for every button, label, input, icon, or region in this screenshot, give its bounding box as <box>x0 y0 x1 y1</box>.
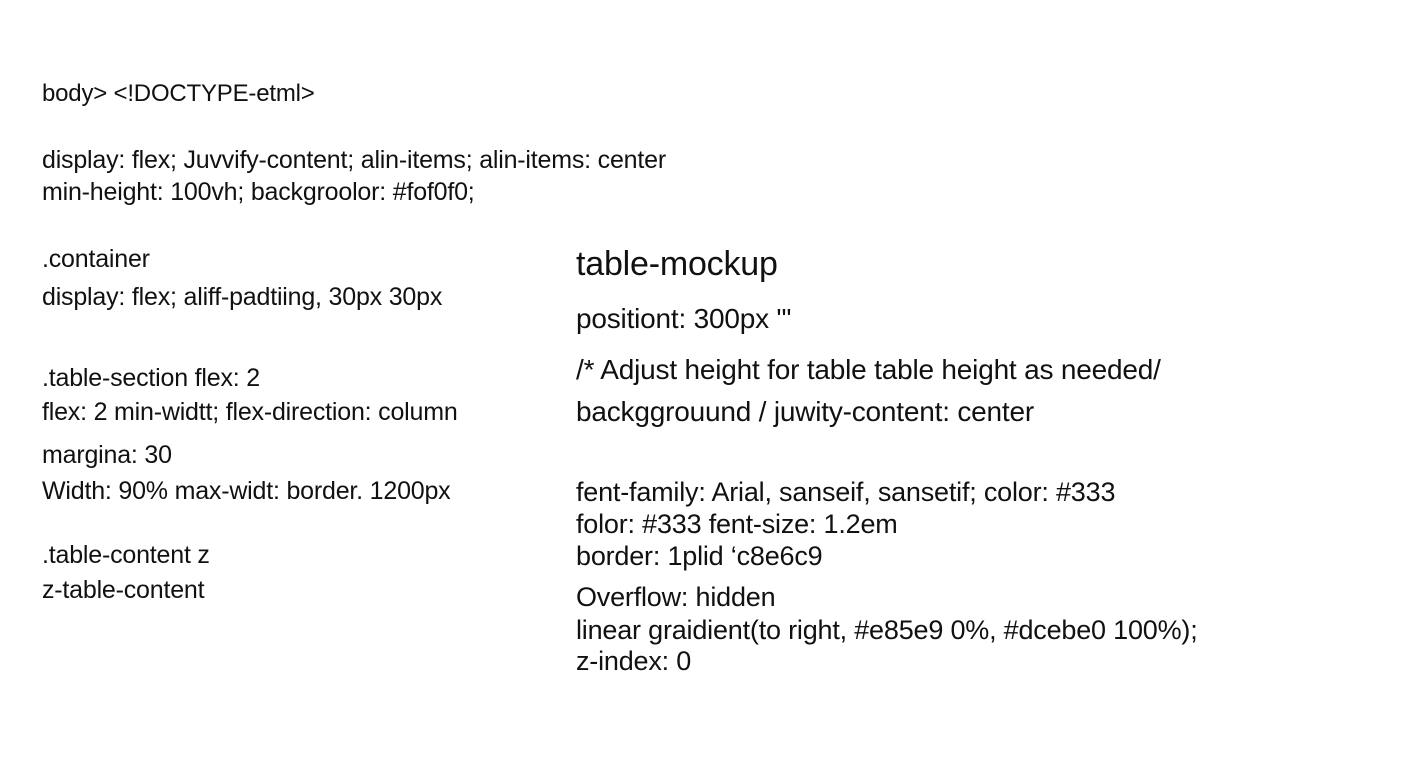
container-rule: display: flex; aliff-padtiing, 30px 30px <box>42 283 443 311</box>
container-selector: .container <box>42 245 150 273</box>
body-rule-line-1: display: flex; Juvvify-content; alin-items; alin-items: center <box>42 146 666 174</box>
table-content-selector: .table-content z <box>42 541 210 569</box>
table-content-rule: z-table-content <box>42 576 205 604</box>
comment-line: /* Adjust height for table table height as needed/ <box>576 354 1161 385</box>
table-section-rule-1: flex: 2 min-widtt; flex-direction: column <box>42 398 458 426</box>
doctype-line: body> <!DOCTYPE-etml> <box>42 80 315 107</box>
style-line-2: folor: #333 fent-size: 1.2em <box>576 509 898 539</box>
z-index-line: z-index: 0 <box>576 646 692 676</box>
table-section-rule-2: margina: 30 <box>42 441 172 469</box>
table-section-selector: .table-section flex: 2 <box>42 364 260 392</box>
body-rule-line-2: min-height: 100vh; backgroolor: #fof0f0; <box>42 178 475 206</box>
overflow-line: Overflow: hidden <box>576 582 776 612</box>
style-line-1: fent-family: Arial, sanseif, sansetif; color: #333 <box>576 477 1116 507</box>
gradient-line: linear graidient(to right, #e85e9 0%, #dcebe0 100%); <box>576 615 1198 645</box>
position-rule: positiont: 300px "' <box>576 303 792 334</box>
style-line-3: border: 1plid ‘c8e6c9 <box>576 541 823 571</box>
table-mockup-title: table-mockup <box>576 245 778 283</box>
table-section-rule-3: Width: 90% max-widt: border. 1200px <box>42 477 451 505</box>
background-line: backggrouund / juwity-content: center <box>576 396 1034 427</box>
